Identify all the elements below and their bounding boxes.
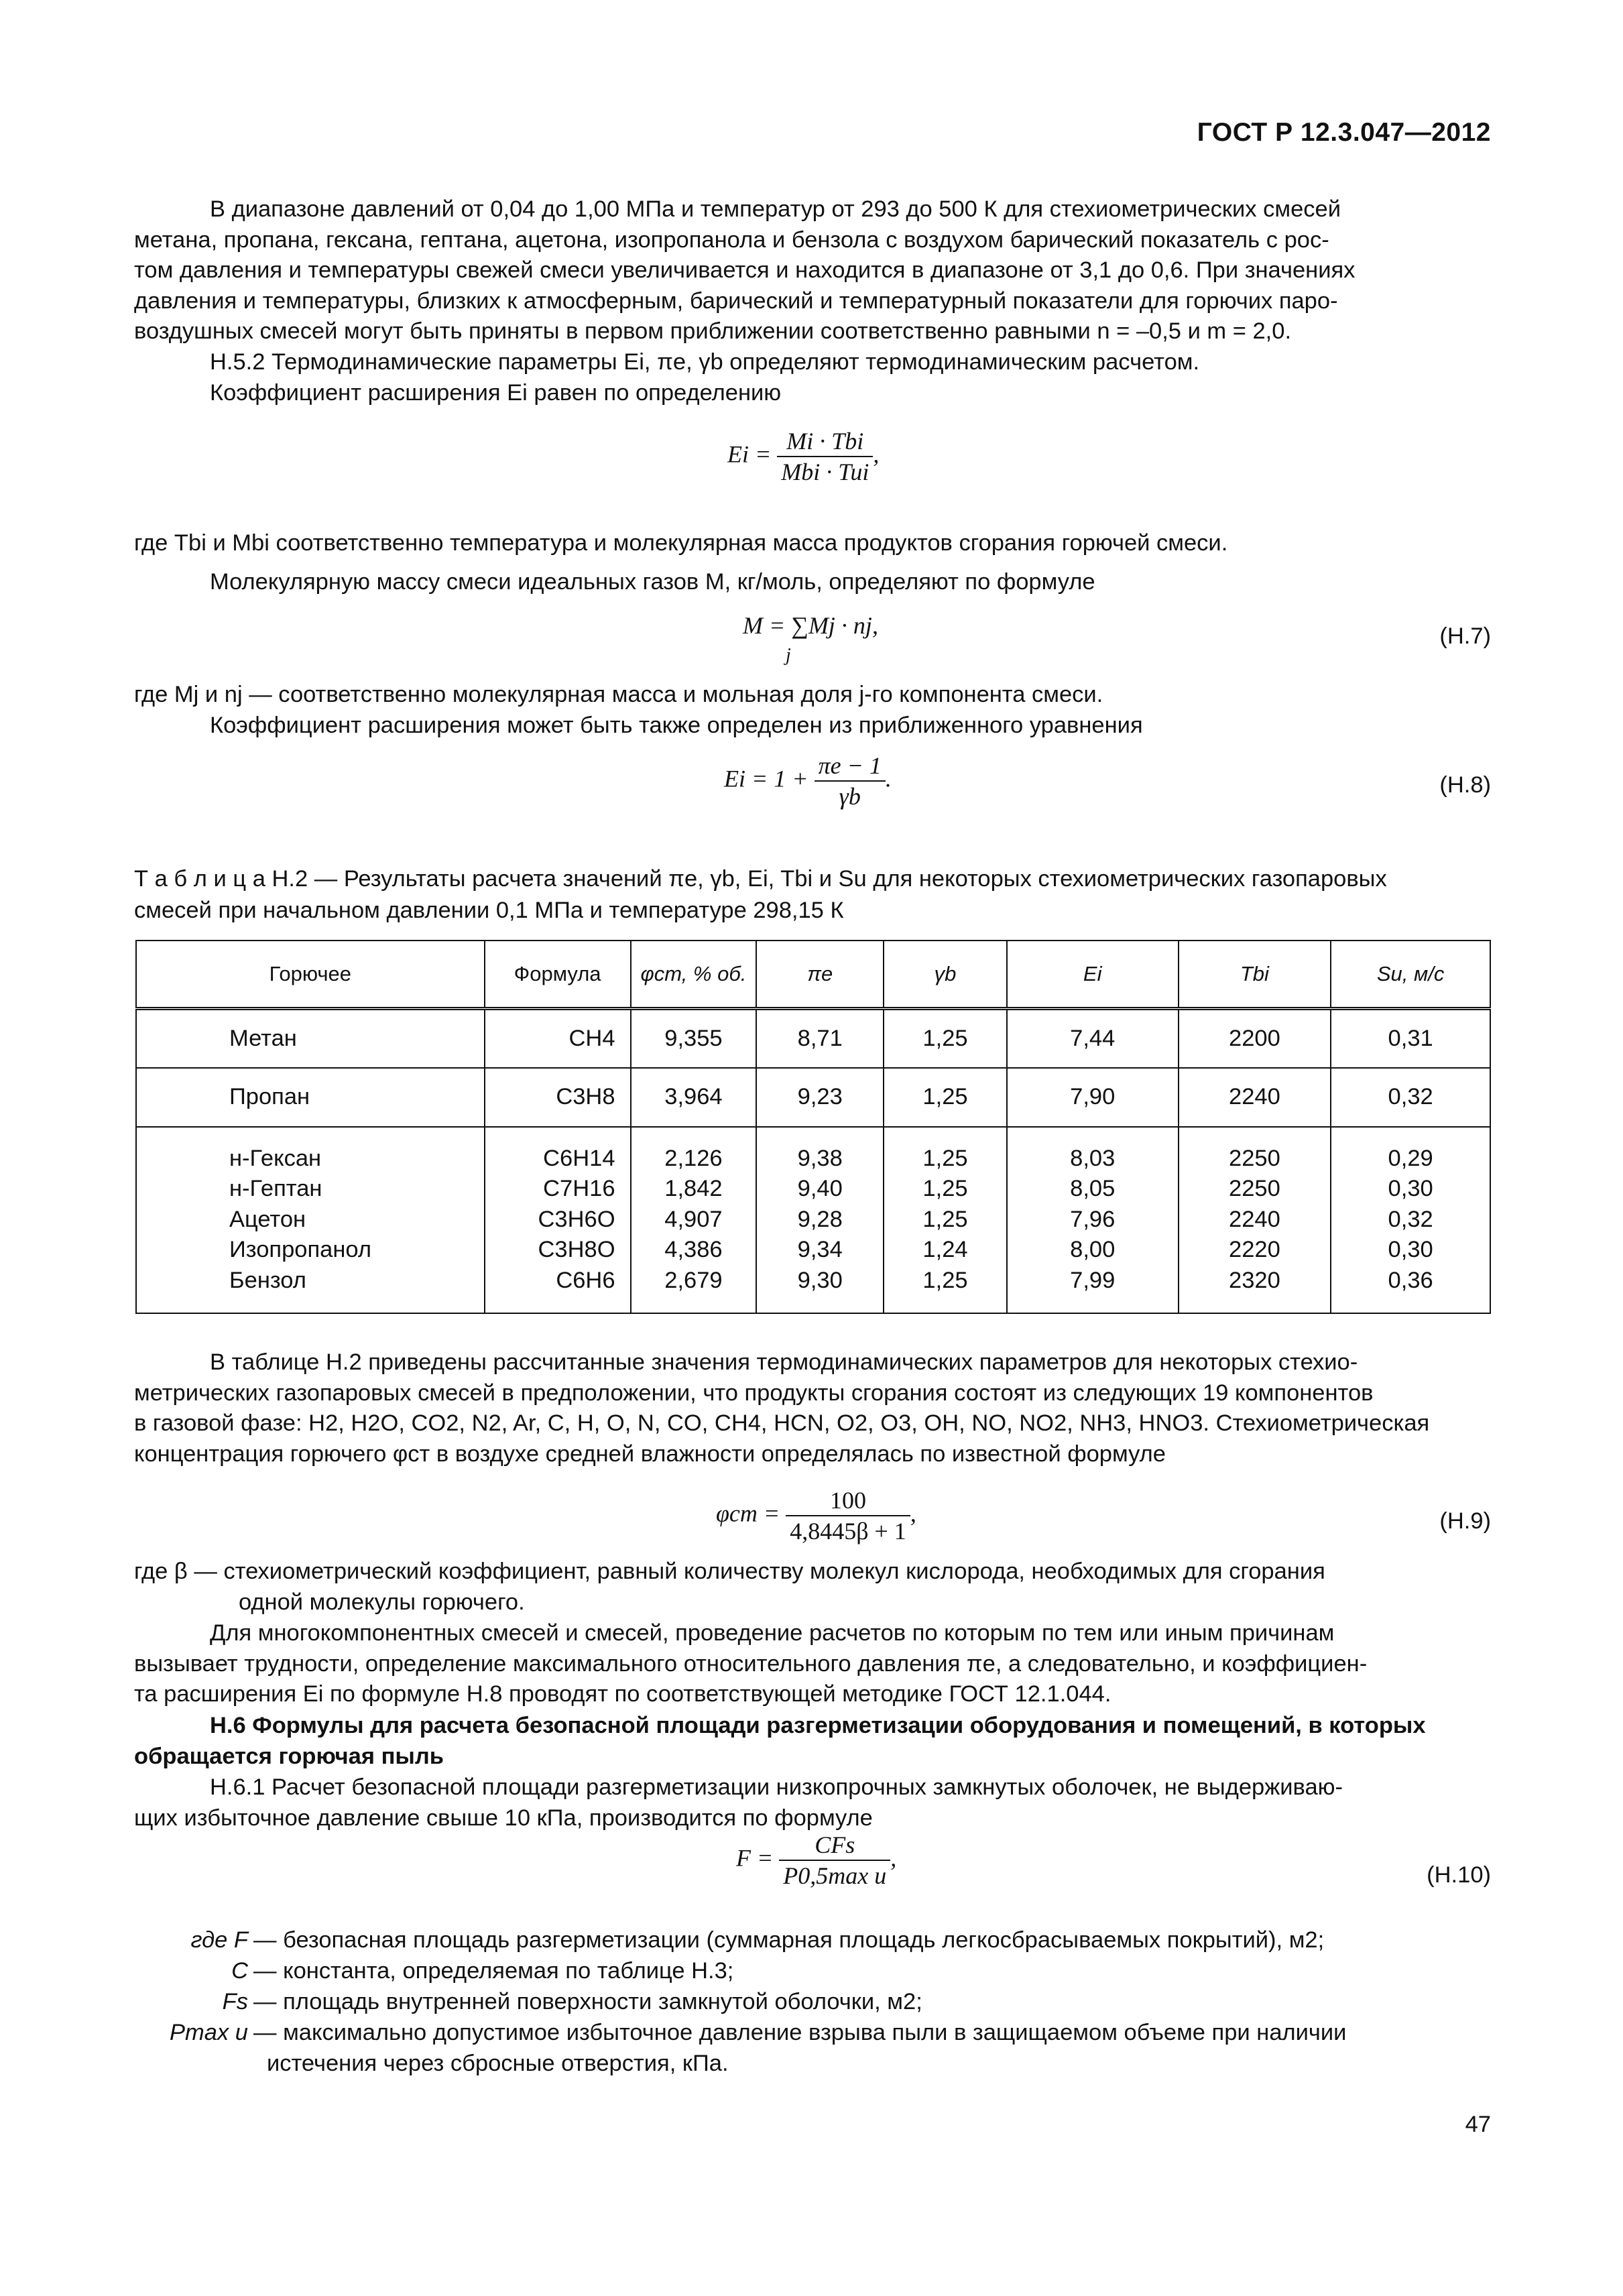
table-cell: 7,44	[1007, 1009, 1179, 1068]
where-beta-line: одной молекулы горючего.	[239, 1589, 525, 1615]
table-cell	[136, 1127, 485, 1313]
paragraph-line: концентрация горючего φст в воздухе средней влажности определялась по известной формуле	[134, 1441, 1166, 1467]
cell-line: 1,24	[922, 1237, 968, 1263]
table-row-group	[136, 1127, 1490, 1313]
cell-line: 4,907	[664, 1206, 723, 1232]
cell-line: C3H6O	[538, 1206, 615, 1232]
table-caption	[134, 863, 1491, 926]
table-cell: Метан	[136, 1009, 485, 1068]
def-symbol: Fs	[222, 1989, 248, 2014]
intro-line: метана, пропана, гексана, гептана, ацетона, изопропанола и бензола с воздухом барический показатель с рос-	[134, 227, 1329, 253]
formula-tail: ,	[890, 1844, 897, 1872]
section-h61	[134, 1772, 1491, 1833]
formula-numerator: Mi · Tbi	[777, 426, 873, 457]
table-cell: CH4	[485, 1009, 631, 1068]
def-text: истечения через сбросные отверстия, кПа.	[267, 2051, 729, 2076]
cell-line: Бензол	[229, 1267, 306, 1293]
table-cell: 0,32	[1331, 1068, 1490, 1127]
cell-line: C6H6	[556, 1267, 615, 1293]
cell-line: 8,05	[1070, 1176, 1116, 1202]
cell-line: 9,28	[797, 1206, 843, 1232]
table-header-cell: γb	[884, 941, 1007, 1009]
cell-line: 2250	[1229, 1145, 1280, 1171]
cell-line: C6H14	[543, 1145, 615, 1171]
cell-line: 2220	[1229, 1237, 1280, 1263]
coef-definition: Коэффициент расширения Ei равен по определению	[210, 380, 782, 406]
paragraph-line: вызывает трудности, определение максимального относительного давления πe, а следовательно, и коэффициен-	[134, 1650, 1368, 1677]
cell-line: 4,386	[664, 1237, 723, 1263]
table-cell: 0,31	[1331, 1009, 1490, 1068]
table-cell: 7,90	[1007, 1068, 1179, 1127]
formula-expansion-coefficient	[727, 426, 879, 487]
def-text: — максимально допустимое избыточное давление взрыва пыли в защищаемом объеме при наличии	[253, 2020, 1347, 2045]
formula-denominator: Mbi · Tui	[781, 459, 869, 485]
cell-line: 1,25	[922, 1145, 968, 1171]
formula-numerator: 100	[786, 1486, 910, 1516]
cell-line: 0,30	[1388, 1176, 1433, 1202]
def-symbol: C	[231, 1958, 248, 1984]
after-table-paragraph	[134, 1347, 1491, 1469]
formula-denominator: 4,8445β + 1	[790, 1518, 906, 1545]
paragraph-line: в газовой фазе: H2, H2O, CO2, N2, Ar, C, H, O, N, CO, CH4, HCN, O2, O3, OH, NO, NO2, NH3, HNO3. Стехиометрическая	[134, 1410, 1430, 1436]
formula-numerator: πe − 1	[815, 751, 886, 782]
table-header-cell: Горючее	[136, 941, 485, 1009]
formula-lhs: Ei =	[727, 440, 772, 468]
formula-tail: ,	[910, 1500, 916, 1527]
formula-lhs: φст =	[716, 1500, 780, 1527]
intro-paragraph	[134, 194, 1491, 347]
table-cell	[631, 1127, 757, 1313]
formula-denominator: P0,5max u	[783, 1862, 887, 1889]
cell-line: 1,25	[922, 1267, 968, 1293]
equation-number: (Н.7)	[1439, 623, 1491, 649]
table-header-cell: φст, % об.	[631, 941, 757, 1009]
cell-line: 9,30	[797, 1267, 843, 1293]
table-header-cell: Ei	[1007, 941, 1179, 1009]
table-cell: 3,964	[631, 1068, 757, 1127]
where-T-line: где Tbi и Mbi соответственно температура и молекулярная масса продуктов сгорания горючей смеси.	[134, 530, 1228, 556]
cell-line: 1,25	[922, 1176, 968, 1202]
def-text: — безопасная площадь разгерметизации (суммарная площадь легкосбрасываемых покрытий), м2;	[253, 1927, 1325, 1953]
page-number: 47	[1465, 2112, 1491, 2137]
def-text: — константа, определяемая по таблице Н.3;	[253, 1958, 734, 1984]
def-symbol: где F	[190, 1927, 248, 1953]
formula-tail: ,	[873, 440, 880, 468]
intro-line: воздушных смесей могут быть приняты в первом приближении соответственно равными n = –0,5 и m = 2,0.	[134, 318, 1292, 344]
formula-lhs: Ei = 1 +	[724, 765, 808, 792]
coef-approx-text: Коэффициент расширения может быть также определен из приближенного уравнения	[210, 713, 1143, 738]
table-cell: 2200	[1179, 1009, 1331, 1068]
cell-line: C3H8O	[538, 1237, 615, 1263]
formula-fraction	[777, 426, 873, 487]
def-text: — площадь внутренней поверхности замкнутой оболочки, м2;	[253, 1989, 922, 2014]
formula-tail: .	[885, 765, 892, 792]
formula-text: M = ∑Mj · nj,	[743, 612, 878, 639]
cell-line: Ацетон	[229, 1206, 306, 1232]
paragraph-line: та расширения Ei по формуле Н.8 проводят по соответствующей методике ГОСТ 12.1.044.	[134, 1681, 1111, 1707]
table-row	[136, 1068, 1490, 1127]
table-header-cell: πe	[756, 941, 884, 1009]
table-header-row	[136, 941, 1490, 1009]
equation-number: (Н.9)	[1439, 1508, 1491, 1534]
table-cell: 9,355	[631, 1009, 757, 1068]
formula-fraction	[786, 1486, 910, 1546]
paragraph-line: щих избыточное давление свыше 10 кПа, производится по формуле	[134, 1805, 873, 1831]
table-caption-line: Т а б л и ц а Н.2 — Результаты расчета значений πe, γb, Ei, Tbi и Su для некоторых стехиометрических газопаровых	[134, 866, 1387, 892]
paragraph-line: В таблице Н.2 приведены рассчитанные значения термодинамических параметров для некоторых стехио-	[210, 1349, 1358, 1375]
table-cell: C3H8	[485, 1068, 631, 1127]
formula-numerator: CFs	[779, 1830, 890, 1861]
formula-denominator: γb	[839, 783, 861, 810]
table-header-cell: Формула	[485, 941, 631, 1009]
formula-h8	[724, 751, 892, 811]
table-cell: 9,23	[756, 1068, 884, 1127]
cell-line: 2240	[1229, 1206, 1280, 1232]
cell-line: 0,30	[1388, 1237, 1433, 1263]
table-caption-line: смесей при начальном давлении 0,1 МПа и температуре 298,15 К	[134, 898, 844, 923]
table-header-cell: Su, м/с	[1331, 941, 1490, 1009]
section-h52: Н.5.2 Термодинамические параметры Ei, πe, γb определяют термодинамическим расчетом.	[210, 349, 1200, 375]
table-cell	[485, 1127, 631, 1313]
paragraph-line: метрических газопаровых смесей в предположении, что продукты сгорания состоят из следующих 19 компонентов	[134, 1380, 1374, 1406]
cell-line: н-Гептан	[229, 1176, 322, 1202]
formula-molar-mass	[743, 611, 878, 640]
table-row	[136, 1009, 1490, 1068]
results-table	[135, 940, 1491, 1314]
cell-line: 9,34	[797, 1237, 843, 1263]
table-cell: 1,25	[884, 1068, 1007, 1127]
cell-line: 0,36	[1388, 1267, 1433, 1293]
table-cell	[1331, 1127, 1490, 1313]
formula-h9	[716, 1486, 916, 1546]
intro-line: том давления и температуры свежей смеси увеличивается и находится в диапазоне от 3,1 до 0,6. При значениях	[134, 257, 1356, 283]
cell-line: 1,842	[664, 1176, 723, 1202]
cell-line: 7,99	[1070, 1267, 1116, 1293]
cell-line: 7,96	[1070, 1206, 1116, 1232]
cell-line: 2,679	[664, 1267, 723, 1293]
table-cell	[756, 1127, 884, 1313]
table-cell: 2240	[1179, 1068, 1331, 1127]
table-cell: Пропан	[136, 1068, 485, 1127]
section-h6-title	[134, 1711, 1491, 1772]
cell-line: C7H16	[543, 1176, 615, 1202]
paragraph-line: Для многокомпонентных смесей и смесей, проведение расчетов по которым по тем или иным причинам	[210, 1620, 1335, 1646]
cell-line: 9,38	[797, 1145, 843, 1171]
cell-line: Изопропанол	[229, 1237, 371, 1263]
equation-number: (Н.10)	[1427, 1862, 1491, 1888]
where-M-line: где Mj и nj — соответственно молекулярная масса и мольная доля j-го компонента смеси.	[134, 682, 1103, 707]
intro-line: В диапазоне давлений от 0,04 до 1,00 МПа и температур от 293 до 500 К для стехиометрических смесей	[210, 196, 1341, 222]
multicomponent-paragraph	[134, 1618, 1491, 1710]
cell-line: 8,03	[1070, 1145, 1116, 1171]
sum-index: j	[786, 645, 791, 666]
formula-fraction	[815, 751, 886, 811]
cell-line: 2320	[1229, 1267, 1280, 1293]
cell-line: 2,126	[664, 1145, 723, 1171]
cell-line: 0,32	[1388, 1206, 1433, 1232]
table-cell	[1179, 1127, 1331, 1313]
formula-fraction	[779, 1830, 890, 1890]
intro-line: давления и температуры, близких к атмосферным, барический и температурный показатели для горючих паро-	[134, 288, 1338, 314]
table-cell: 1,25	[884, 1009, 1007, 1068]
molar-mass-text: Молекулярную массу смеси идеальных газов M, кг/моль, определяют по формуле	[210, 569, 1095, 595]
paragraph-line: Н.6.1 Расчет безопасной площади разгерметизации низкопрочных замкнутых оболочек, не выдерживаю-	[210, 1774, 1343, 1800]
cell-line: 2250	[1229, 1176, 1280, 1202]
title-line: Н.6 Формулы для расчета безопасной площади разгерметизации оборудования и помещений, в которых	[210, 1713, 1426, 1738]
def-symbol: Pmax u	[170, 2020, 248, 2045]
cell-line: 0,29	[1388, 1145, 1433, 1171]
table-cell: 8,71	[756, 1009, 884, 1068]
cell-line: 1,25	[922, 1206, 968, 1232]
title-line: обращается горючая пыль	[134, 1743, 444, 1769]
standard-header: ГОСТ Р 12.3.047—2012	[1197, 118, 1491, 147]
cell-line: н-Гексан	[229, 1145, 322, 1171]
formula-lhs: F =	[736, 1844, 774, 1872]
table-cell	[884, 1127, 1007, 1313]
equation-number: (Н.8)	[1439, 772, 1491, 798]
table-header-cell: Tbi	[1179, 941, 1331, 1009]
cell-line: 8,00	[1070, 1237, 1116, 1263]
table-cell	[1007, 1127, 1179, 1313]
formula-h10	[736, 1830, 896, 1890]
where-beta-line: где β — стехиометрический коэффициент, равный количеству молекул кислорода, необходимых для сгорания	[134, 1559, 1325, 1584]
cell-line: 9,40	[797, 1176, 843, 1202]
